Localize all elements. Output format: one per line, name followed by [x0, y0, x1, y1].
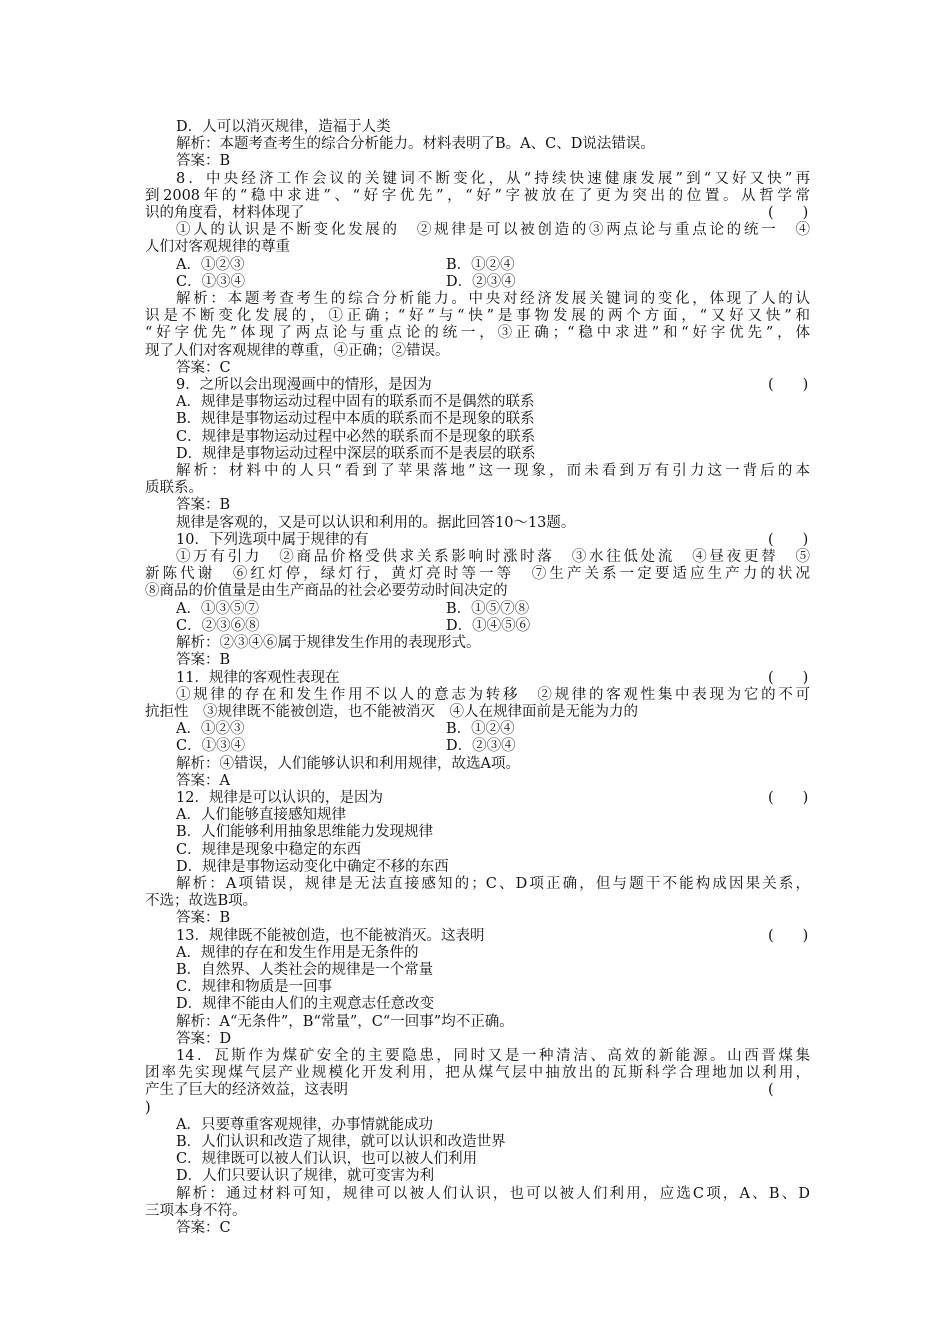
text-line: 答案：A [176, 772, 230, 789]
text-line: “好字优先”体现了两点论与重点论的统一，③正确；“稳中求进”和“好字优先”，体 [145, 325, 810, 342]
answer-bracket: ( ) [768, 531, 809, 548]
text-line: 解析：通过材料可知，规律可以被人们认识，也可以被人们利用，应选C项，A、B、D [176, 1185, 810, 1202]
option-left: C．②③⑥⑧ [176, 617, 260, 634]
text-line: 抗拒性 ③规律既不能被创造，也不能被消灭 ④人在规律面前是无能为力的 [145, 703, 638, 720]
question-text: 13．规律既不能被创造，也不能被消灭。这表明 [176, 927, 485, 944]
text-line: 答案：D [176, 1030, 232, 1047]
text-line: B．人们能够利用抽象思维能力发现规律 [176, 824, 434, 841]
text-line: ⑧商品的价值量是由生产商品的社会必要劳动时间决定的 [145, 583, 508, 600]
text-line: D．人可以消灭规律，造福于人类 [176, 119, 391, 135]
text-line: ①人的认识是不断变化发展的 ②规律是可以被创造的③两点论与重点论的统一 ④ [176, 222, 810, 239]
text-line [145, 274, 810, 291]
text-line [145, 205, 810, 222]
text-line [145, 377, 810, 394]
answer-bracket: ( ) [768, 377, 809, 394]
text-line: 8．中央经济工作会议的关键词不断变化，从“持续快速健康发展”到“又好又快”再 [176, 170, 810, 187]
text-line: 答案：B [176, 497, 231, 514]
text-line: 答案：C [176, 1220, 231, 1236]
text-line: C．规律是事物运动过程中必然的联系而不是现象的联系 [176, 428, 536, 445]
text-line: 规律是客观的，又是可以认识和利用的。据此回答10～13题。 [176, 514, 576, 531]
text-line [145, 618, 810, 635]
text-line: A．规律的存在和发生作用是无条件的 [176, 944, 419, 961]
option-right: B．①②④ [446, 256, 515, 273]
text-line [145, 790, 810, 807]
text-line: 答案：B [176, 910, 231, 927]
text-line: C．规律和物质是一回事 [176, 979, 333, 996]
text-line: ①万有引力 ②商品价格受供求关系影响时涨时落 ③水往低处流 ④昼夜更替 ⑤ [176, 549, 810, 566]
option-left: A．①②③ [176, 256, 245, 273]
text-line [145, 1082, 810, 1099]
text-line: 答案：B [176, 652, 231, 669]
question-text: 产生了巨大的经济效益，这表明 [145, 1082, 348, 1099]
question-text: 11．规律的客观性表现在 [176, 669, 340, 686]
text-line: 质联系。 [145, 480, 203, 497]
question-text: 12．规律是可以认识的，是因为 [176, 789, 383, 806]
question-text: 10．下列选项中属于规律的有 [176, 531, 369, 548]
answer-bracket: ( ) [768, 927, 809, 944]
option-right: D．①④⑤⑥ [446, 617, 531, 634]
text-line: A．人们能够直接感知规律 [176, 807, 346, 824]
option-left: C．①③④ [176, 738, 246, 755]
text-line [145, 257, 810, 274]
text-line [145, 670, 810, 687]
text-line: 到2008年的“稳中求进”、“好字优先”，“好”字被放在了更为突出的位置。从哲学常 [145, 187, 810, 204]
text-line [145, 721, 810, 738]
option-right: D．②③④ [446, 273, 516, 290]
text-line: ①规律的存在和发生作用不以人的意志为转移 ②规律的客观性集中表现为它的不可 [176, 686, 810, 703]
text-line [145, 601, 810, 618]
text-line: D．规律是事物运动过程中深层的联系而不是表层的联系 [176, 445, 536, 462]
text-line: 三项本身不符。 [145, 1202, 247, 1219]
text-line [145, 928, 810, 945]
question-text: 识的角度看，材料体现了 [145, 205, 305, 222]
text-line: 解析：A“无条件”，B“常量”，C“一回事”均不正确。 [176, 1013, 514, 1030]
text-line: D．人们只要认识了规律，就可变害为利 [176, 1168, 435, 1185]
text-line: D．规律是事物运动变化中确定不移的东西 [176, 858, 449, 875]
text-line: 解析：②③④⑥属于规律发生作用的表现形式。 [176, 635, 481, 652]
text-line: 答案：B [176, 153, 231, 170]
text-line: 人们对客观规律的尊重 [145, 239, 290, 256]
text-line: 解析：本题考查考生的综合分析能力。中央对经济发展关键词的变化，体现了人的认 [176, 291, 810, 308]
text-line: 解析：④错误，人们能够认识和利用规律，故选A项。 [176, 755, 520, 772]
answer-bracket: ( ) [768, 669, 809, 686]
text-line: 答案：C [176, 359, 231, 376]
text-line: B．人们认识和改造了规律，就可以认识和改造世界 [176, 1133, 506, 1150]
text-line [145, 532, 810, 549]
text-line: B．自然界、人类社会的规律是一个常量 [176, 961, 434, 978]
option-right: B．①⑤⑦⑧ [446, 600, 530, 617]
text-line: 解析：本题考查考生的综合分析能力。材料表明了B。A、C、D说法错误。 [176, 136, 655, 153]
answer-bracket: ( ) [768, 789, 809, 806]
question-text: 9．之所以会出现漫画中的情形，是因为 [176, 377, 432, 394]
text-line: 现了人们对客观规律的尊重，④正确；②错误。 [145, 342, 450, 359]
text-line: A．规律是事物运动过程中固有的联系而不是偶然的联系 [176, 394, 535, 411]
text-line: ) [145, 1099, 151, 1116]
text-line: 解析：A项错误，规律是无法直接感知的；C、D项正确，但与题干不能构成因果关系， [176, 875, 810, 892]
text-line: 不选；故选B项。 [145, 893, 258, 910]
text-line: B．规律是事物运动过程中本质的联系而不是现象的联系 [176, 411, 535, 428]
text-line: 解析：材料中的人只“看到了苹果落地”这一现象，而未看到万有引力这一背后的本 [176, 463, 810, 480]
text-line: C．规律是现象中稳定的东西 [176, 841, 362, 858]
text-line: A．只要尊重客观规律，办事情就能成功 [176, 1116, 433, 1133]
text-line: 团率先实现煤气层产业规模化开发利用，把从煤气层中抽放出的瓦斯科学合理地加以利用， [145, 1065, 810, 1082]
option-right: D．②③④ [446, 738, 516, 755]
text-line: 14．瓦斯作为煤矿安全的主要隐患，同时又是一种清洁、高效的新能源。山西晋煤集 [176, 1047, 810, 1064]
answer-bracket: ( ) [768, 205, 809, 222]
document-body [145, 119, 810, 1237]
text-line: D．规律不能由人们的主观意志任意改变 [176, 996, 435, 1013]
option-right: B．①②④ [446, 721, 515, 738]
text-line [145, 738, 810, 755]
option-left: A．①③⑤⑦ [176, 600, 259, 617]
text-line: 新陈代谢 ⑥红灯停，绿灯行，黄灯亮时等一等 ⑦生产关系一定要适应生产力的状况 [145, 566, 810, 583]
answer-bracket: ( [768, 1082, 774, 1099]
text-line: 识是不断变化发展的，①正确；“好”与“快”是事物发展的两个方面，“又好又快”和 [145, 308, 810, 325]
option-left: C．①③④ [176, 273, 246, 290]
text-line: C．规律既可以被人们认识，也可以被人们利用 [176, 1151, 478, 1168]
option-left: A．①②③ [176, 721, 245, 738]
